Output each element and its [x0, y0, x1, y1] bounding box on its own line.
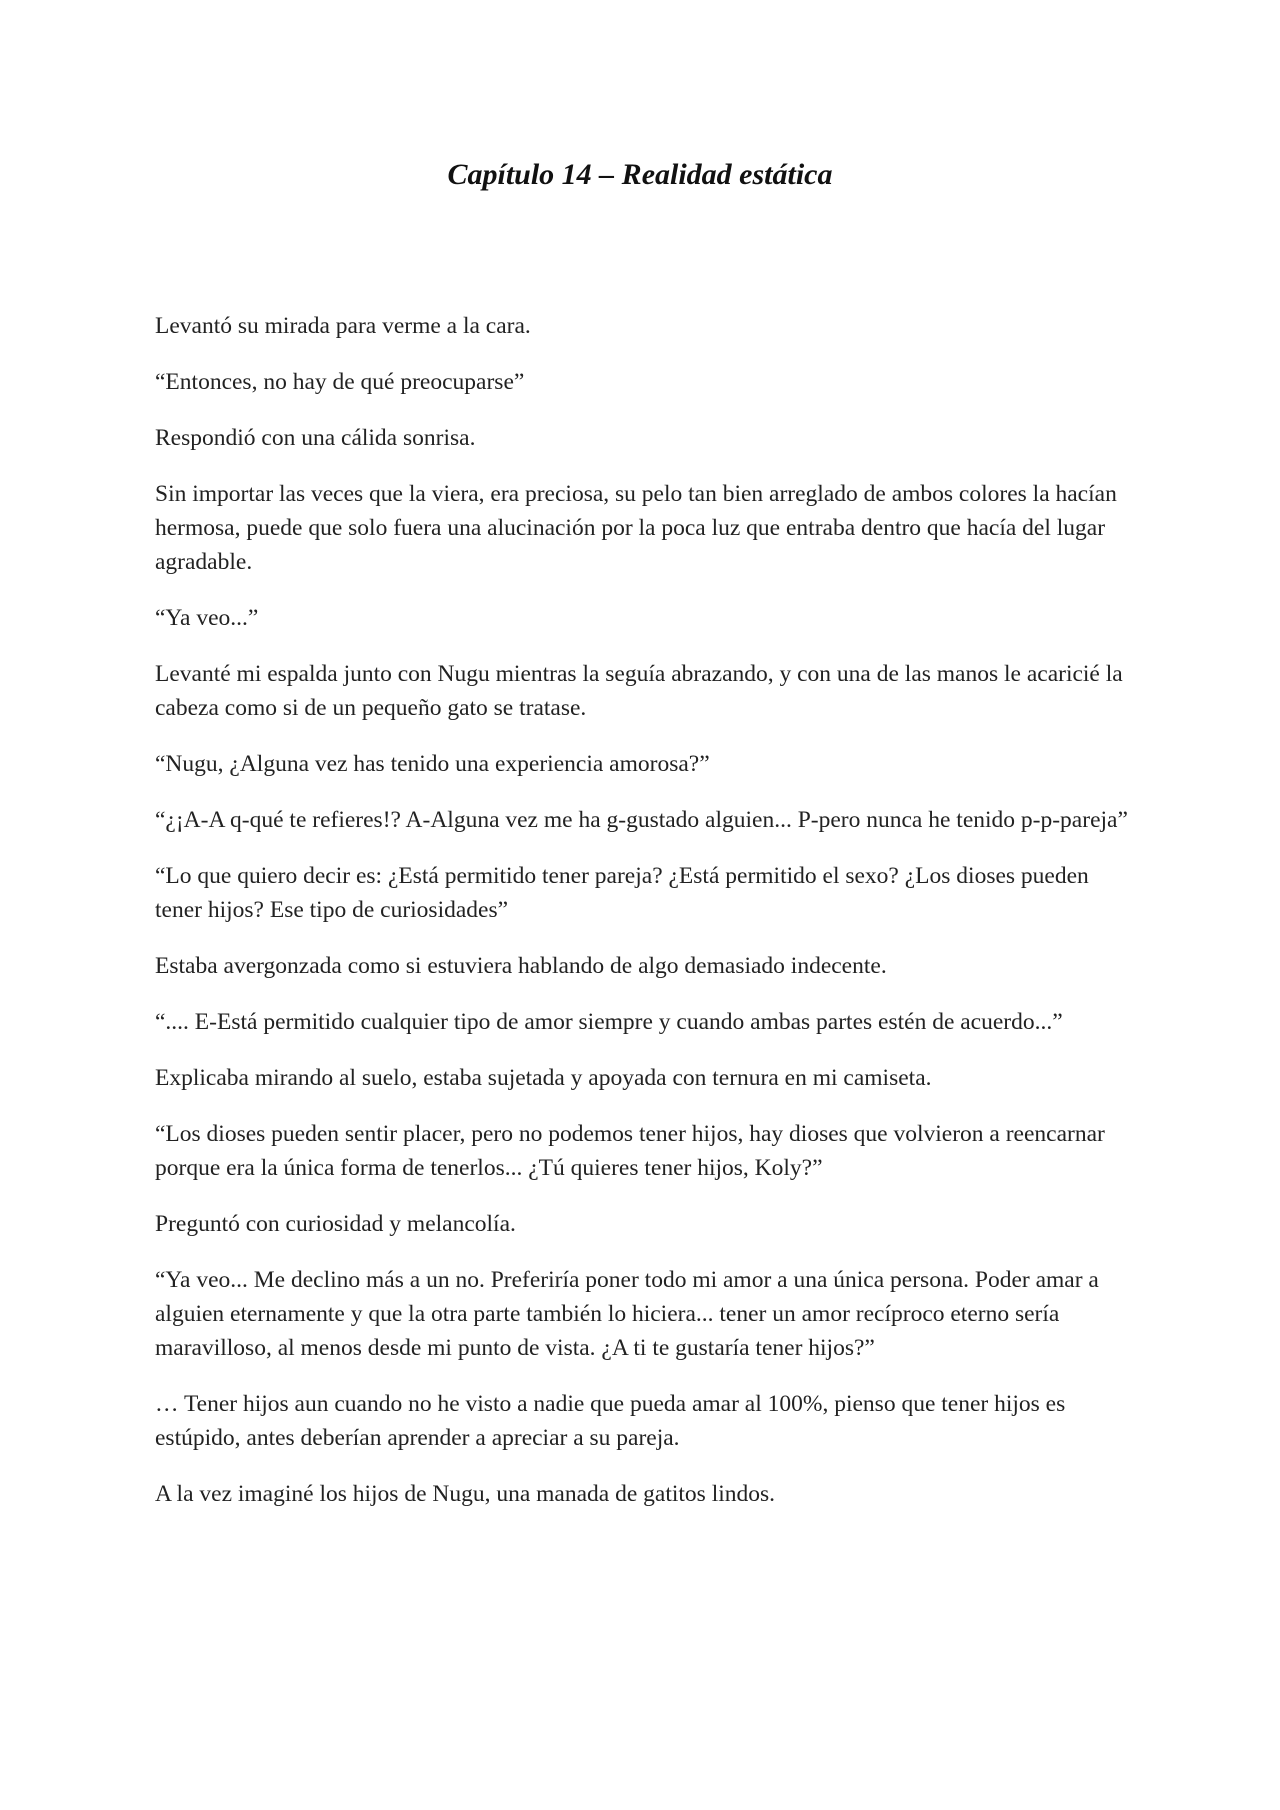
paragraph: A la vez imaginé los hijos de Nugu, una manada de gatitos lindos. [155, 1481, 776, 1507]
paragraph: “Ya veo... Me declino más a un no. Preferiría poner todo mi amor a una única persona. Poder amar a alguien eternamente y que la otra parte también lo hiciera... tener un amor recíproco eterno sería maravilloso, al menos desde mi punto de vista. ¿A ti te gustaría tener hijos?” [155, 1267, 1099, 1361]
paragraph: “¿¡A-A q-qué te refieres!? A-Alguna vez me ha g-gustado alguien... P-pero nunca he tenido p-p-pareja” [155, 807, 1128, 833]
paragraph: Estaba avergonzada como si estuviera hablando de algo demasiado indecente. [155, 953, 887, 979]
paragraph: “Ya veo...” [155, 605, 259, 631]
chapter-title: Capítulo 14 – Realidad estática [447, 158, 833, 191]
paragraph: Sin importar las veces que la viera, era preciosa, su pelo tan bien arreglado de ambos colores la hacían hermosa, puede que solo fuera una alucinación por la poca luz que entraba dentro que hacía del lugar agradable. [155, 481, 1117, 575]
paragraph: “.... E-Está permitido cualquier tipo de amor siempre y cuando ambas partes estén de acuerdo...” [155, 1009, 1063, 1035]
paragraph: “Lo que quiero decir es: ¿Está permitido tener pareja? ¿Está permitido el sexo? ¿Los dioses pueden tener hijos? Ese tipo de curiosidades” [155, 863, 1089, 923]
paragraph: Explicaba mirando al suelo, estaba sujetada y apoyada con ternura en mi camiseta. [155, 1065, 932, 1091]
paragraph: Levanté mi espalda junto con Nugu mientras la seguía abrazando, y con una de las manos le acaricié la cabeza como si de un pequeño gato se tratase. [155, 661, 1123, 721]
paragraph: Respondió con una cálida sonrisa. [155, 425, 476, 451]
paragraph: “Nugu, ¿Alguna vez has tenido una experiencia amorosa?” [155, 751, 710, 777]
chapter-body [155, 309, 1135, 1533]
paragraph: “Entonces, no hay de qué preocuparse” [155, 369, 525, 395]
paragraph: Levantó su mirada para verme a la cara. [155, 313, 531, 339]
paragraph: “Los dioses pueden sentir placer, pero no podemos tener hijos, hay dioses que volvieron a reencarnar porque era la única forma de tenerlos... ¿Tú quieres tener hijos, Koly?” [155, 1121, 1105, 1181]
paragraph: … Tener hijos aun cuando no he visto a nadie que pueda amar al 100%, pienso que tener hijos es estúpido, antes deberían aprender a apreciar a su pareja. [155, 1391, 1066, 1451]
paragraph: Preguntó con curiosidad y melancolía. [155, 1211, 516, 1237]
